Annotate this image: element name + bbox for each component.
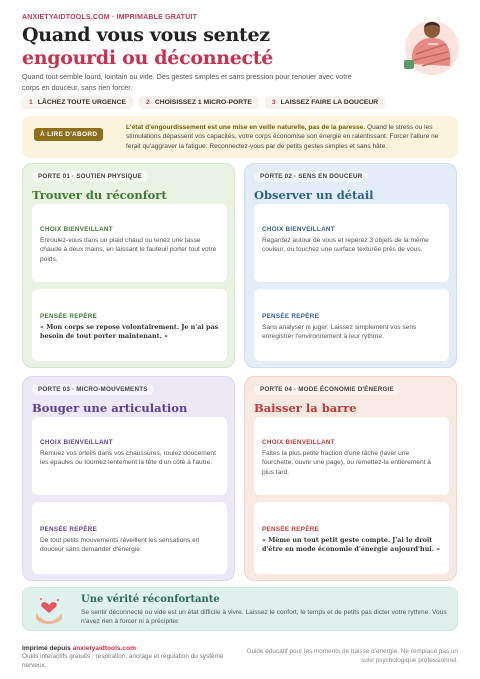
thought-box <box>254 289 449 361</box>
comfort-text: Se sentir déconnecté ou vide est un état difficile à vivre. Laissez le confort, le temps et de petits pas dicter votre rythme. Vous n'avez rien à forcer ni à précipiter. <box>81 609 447 626</box>
choice-text: Faites la plus petite fraction d'une tâche (laver une fourchette, ouvrir une page), ou remettez-la entièrement à plus tard. <box>262 450 431 476</box>
thought-box <box>32 502 227 574</box>
choice-text: Remuez vos orteils dans vos chaussures, roulez doucement les épaules ou tournez lentement la tête d'un côté à l'autre. <box>40 450 216 467</box>
comfort-title: Une vérité réconfortante <box>81 594 220 605</box>
site-link[interactable]: anxietyaidtools.com <box>72 645 136 652</box>
thought-label: PENSÉE REPÈRE <box>40 313 98 320</box>
comfort-truth-card <box>22 587 458 631</box>
thought-box <box>254 502 449 574</box>
card-title: Baisser la barre <box>254 401 357 415</box>
porte-tag: PORTE 01 · SOUTIEN PHYSIQUE <box>32 171 148 182</box>
choice-box <box>254 204 449 282</box>
choice-box <box>254 417 449 495</box>
read-first-tag: À LIRE D'ABORD <box>34 128 103 141</box>
choice-label: CHOIX BIENVEILLANT <box>40 439 113 446</box>
thought-text: De tout petits mouvements réveillent les sensations en douceur sans demander d'énergie. <box>40 537 200 554</box>
step-3: 3 LAISSEZ FAIRE LA DOUCEUR <box>265 96 385 109</box>
blanket-person-illustration <box>398 14 460 76</box>
choice-box <box>32 204 227 282</box>
porte-card-04 <box>244 376 457 581</box>
porte-tag: PORTE 04 · MODE ÉCONOMIE D'ÉNERGIE <box>254 384 400 395</box>
brand-line: ANXIETYAIDTOOLS.COM · IMPRIMABLE GRATUIT <box>22 14 198 21</box>
choice-box <box>32 417 227 495</box>
page-title-line2: engourdi ou déconnecté <box>22 47 274 69</box>
choice-label: CHOIX BIENVEILLANT <box>262 439 335 446</box>
notice-text: L'état d'engourdissement est une mise en veille naturelle, pas de la paresse. Quand le stress ou les stimulations dépassent vos capacités, votre corps économise son énergie en ralentissant. Forcer l'allure ne ferait qu'aggraver la fatigue. Reconnectez-vous par de petits gestes simples et sans hâte. <box>126 124 439 150</box>
printed-subtitle: Outils interactifs gratuits : respiration, ancrage et régulation du système nerveux. <box>22 653 224 669</box>
intro-text: Quand tout semble lourd, lointain ou vide. Des gestes simples et sans pression pour renouer avec votre corps en douceur, sans rien forcer. <box>22 72 352 92</box>
choice-label: CHOIX BIENVEILLANT <box>262 226 335 233</box>
porte-tag: PORTE 02 · SENS EN DOUCEUR <box>254 171 368 182</box>
porte-card-02 <box>244 163 457 368</box>
choice-label: CHOIX BIENVEILLANT <box>40 226 113 233</box>
hands-heart-icon <box>33 595 65 625</box>
choice-text: Regardez autour de vous et repérez 3 objets de la même couleur, ou touchez une surface texturée près de vous. <box>262 237 429 254</box>
thought-text: Sans analyser ni juger. Laissez simplement vos sens enregistrer l'environnement à leur rythme. <box>262 324 417 341</box>
thought-text: « Mon corps se repose volontairement. Je n'ai pas besoin de tout porter maintenant. » <box>40 323 219 341</box>
printed-from: Imprimé depuis anxietyaidtools.com <box>22 645 136 652</box>
thought-box <box>32 289 227 361</box>
thought-text: « Même un tout petit geste compte. J'ai le droit d'être en mode économie d'énergie aujourd'hui. » <box>262 536 441 554</box>
thought-label: PENSÉE REPÈRE <box>262 526 320 533</box>
thought-label: PENSÉE REPÈRE <box>262 313 320 320</box>
steps-bar <box>22 96 385 109</box>
read-first-notice <box>22 116 458 158</box>
porte-card-01 <box>22 163 235 368</box>
card-title: Observer un détail <box>254 188 374 202</box>
choice-text: Enroulez-vous dans un plaid chaud ou tenez une tasse chaude à deux mains, en laissant le fauteuil porter tout votre poids. <box>40 237 217 263</box>
step-2: 2 CHOISISSEZ 1 MICRO-PORTE <box>139 96 259 109</box>
step-1: 1 LÂCHEZ TOUTE URGENCE <box>22 96 133 109</box>
page-title-line1: Quand vous vous sentez <box>22 24 270 46</box>
card-title: Bouger une articulation <box>32 401 188 415</box>
thought-label: PENSÉE REPÈRE <box>40 526 98 533</box>
disclaimer: Guide éducatif pour les moments de baisse d'énergie. Ne remplace pas un suivi psychologique professionnel. <box>246 648 458 664</box>
porte-tag: PORTE 03 · MICRO-MOUVEMENTS <box>32 384 154 395</box>
card-title: Trouver du réconfort <box>32 188 167 202</box>
porte-card-03 <box>22 376 235 581</box>
